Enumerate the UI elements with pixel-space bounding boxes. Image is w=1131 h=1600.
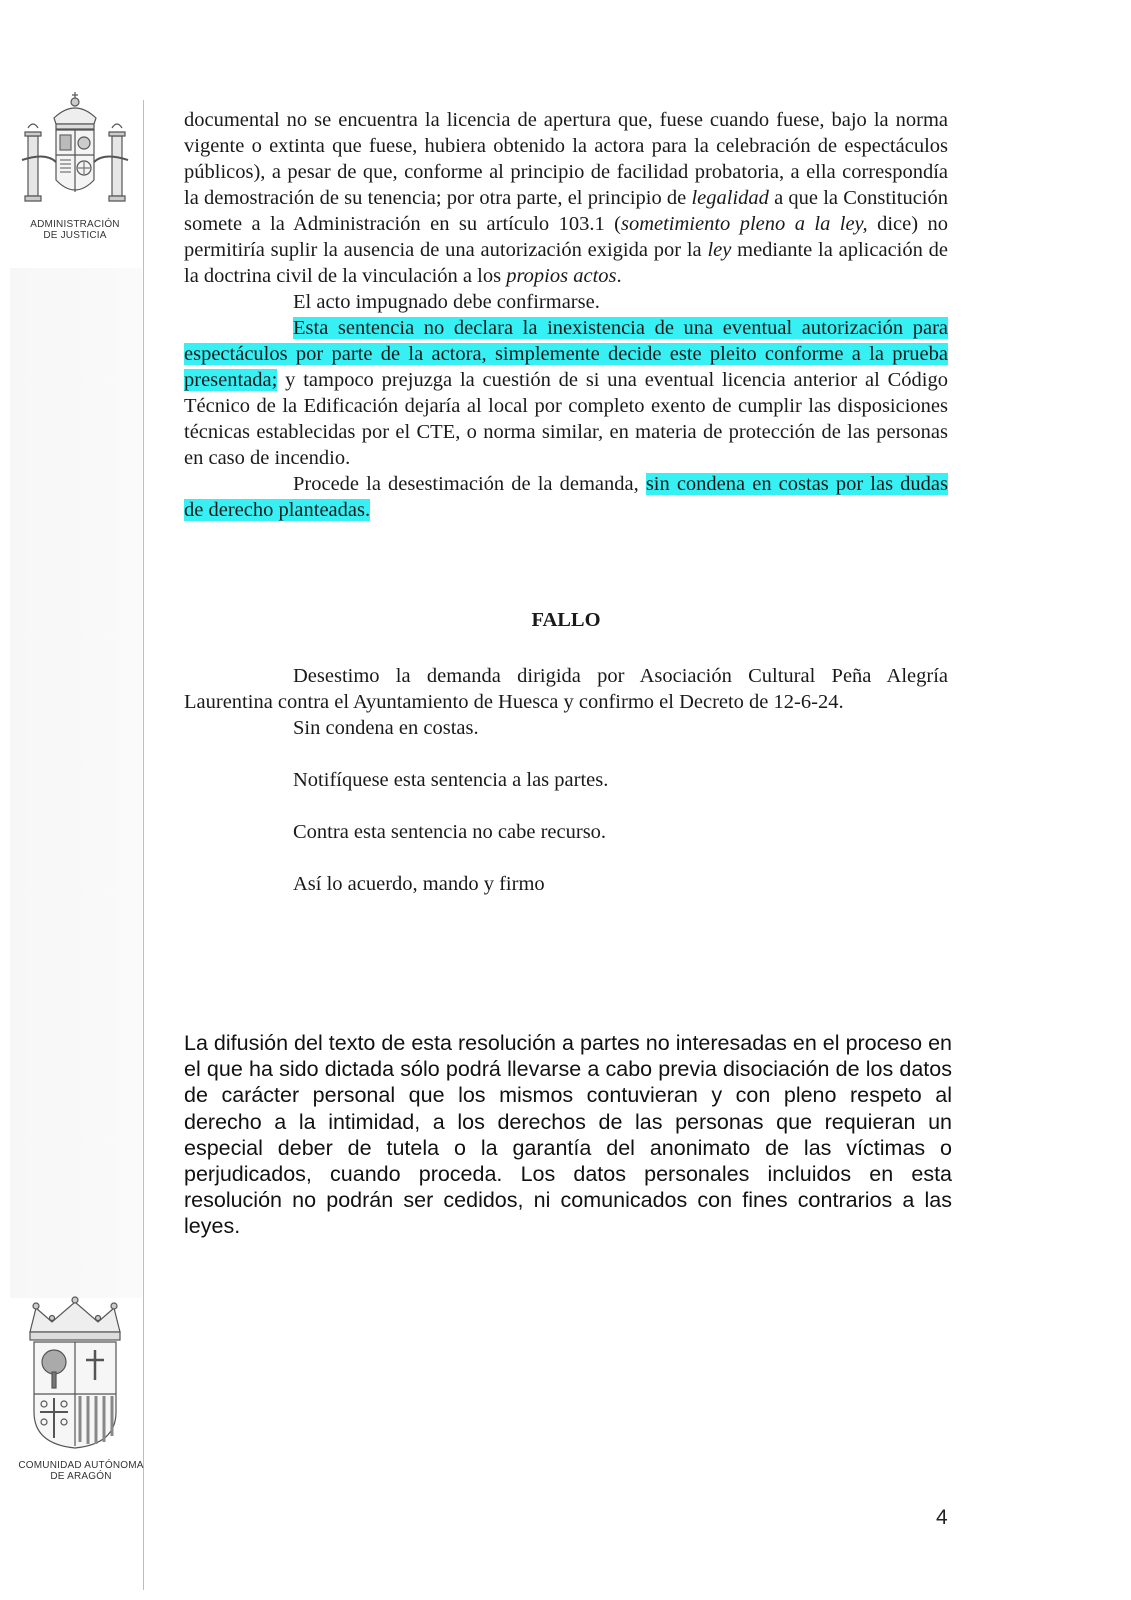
fallo-closing: Así lo acuerdo, mando y firmo [293,873,545,895]
text-run: dice) no permitiría suplir la ausencia de una autorización exigida por la [184,213,948,261]
paragraph-2: El acto impugnado debe confirmarse. [293,291,600,313]
administracion-justicia-label: ADMINISTRACIÓN DE JUSTICIA [30,219,120,241]
italic-text: legalidad [691,187,769,209]
italic-text: propios actos [506,265,617,287]
privacy-notice: La difusión del texto de esta resolución a partes no interesadas en el proceso en el que ha sido dictada sólo podrá llevarse a cabo previa disociación de los datos de carácter personal que los mismos contuvieran y con pleno respeto al derecho a la intimidad, a los derechos de las personas que requieran un especial deber de tutela o la garantía del anonimato de las víctimas o perjudicados, cuando proceda. Los datos personales incluidos en esta resolución no podrán ser cedidos, ni comunicados con fines contrarios a las leyes. [184,1031,952,1239]
fallo-appeal: Contra esta sentencia no cabe recurso. [293,821,607,843]
aragon-coat-of-arms-icon [22,1294,128,1454]
text-run: y tampoco prejuzga la cuestión de si una eventual licencia anterior al Código Técnico de la Edificación dejaría al local por completo exento de cumplir las disposiciones técnicas establecidas por el CTE, o norma similar, en materia de protección de las personas en caso de incendio. [184,369,948,469]
italic-text: sometimiento pleno a la ley, [620,213,868,235]
page-number: 4 [936,1506,948,1529]
fallo-ruling: Desestimo la demanda dirigida por Asociación Cultural Peña Alegría Laurentina contra el Ayuntamiento de Huesca y confirmo el Decreto de 12-6-24. [184,665,948,713]
text-run: a que la Constitución somete a la Administración en su artículo 103.1 ( [184,187,948,235]
highlighted-text: sin condena en costas por las dudas de derecho planteadas. [184,473,948,521]
italic-text: ley [707,239,732,261]
highlighted-text: Esta sentencia no declara la inexistencia de una eventual autorización para espectáculos por parte de la actora, simplemente decide este pleito conforme a la prueba presentada; [184,317,948,391]
text-run: Procede la desestimación de la demanda, [293,473,646,495]
fallo-costs: Sin condena en costas. [293,717,479,739]
fallo-notify: Notifíquese esta sentencia a las partes. [293,769,609,791]
sidebar-shade [10,268,142,1298]
paragraph-4 [184,471,948,523]
paragraph-1 [184,107,948,289]
spain-coat-of-arms-icon [16,88,134,216]
fallo-heading: FALLO [531,609,601,631]
text-run: mediante la aplicación de la doctrina civil de la vinculación a los [184,239,949,287]
comunidad-aragon-label: COMUNIDAD AUTÓNOMA DE ARAGÓN [18,1460,144,1482]
body-text [184,107,948,523]
paragraph-3 [184,315,948,471]
margin-rule [143,100,144,1590]
text-run: . [616,265,622,287]
text-run: documental no se encuentra la licencia de apertura que, fuese cuando fuese, bajo la norma vigente o extinta que fuese, hubiera obtenido la actora para la celebración de espectáculos públicos), a pesar de que, conforme al principio de facilidad probatoria, a ella correspondía la demostración de su tenencia; por otra parte, el principio de [184,109,948,209]
fallo-section [184,663,948,897]
